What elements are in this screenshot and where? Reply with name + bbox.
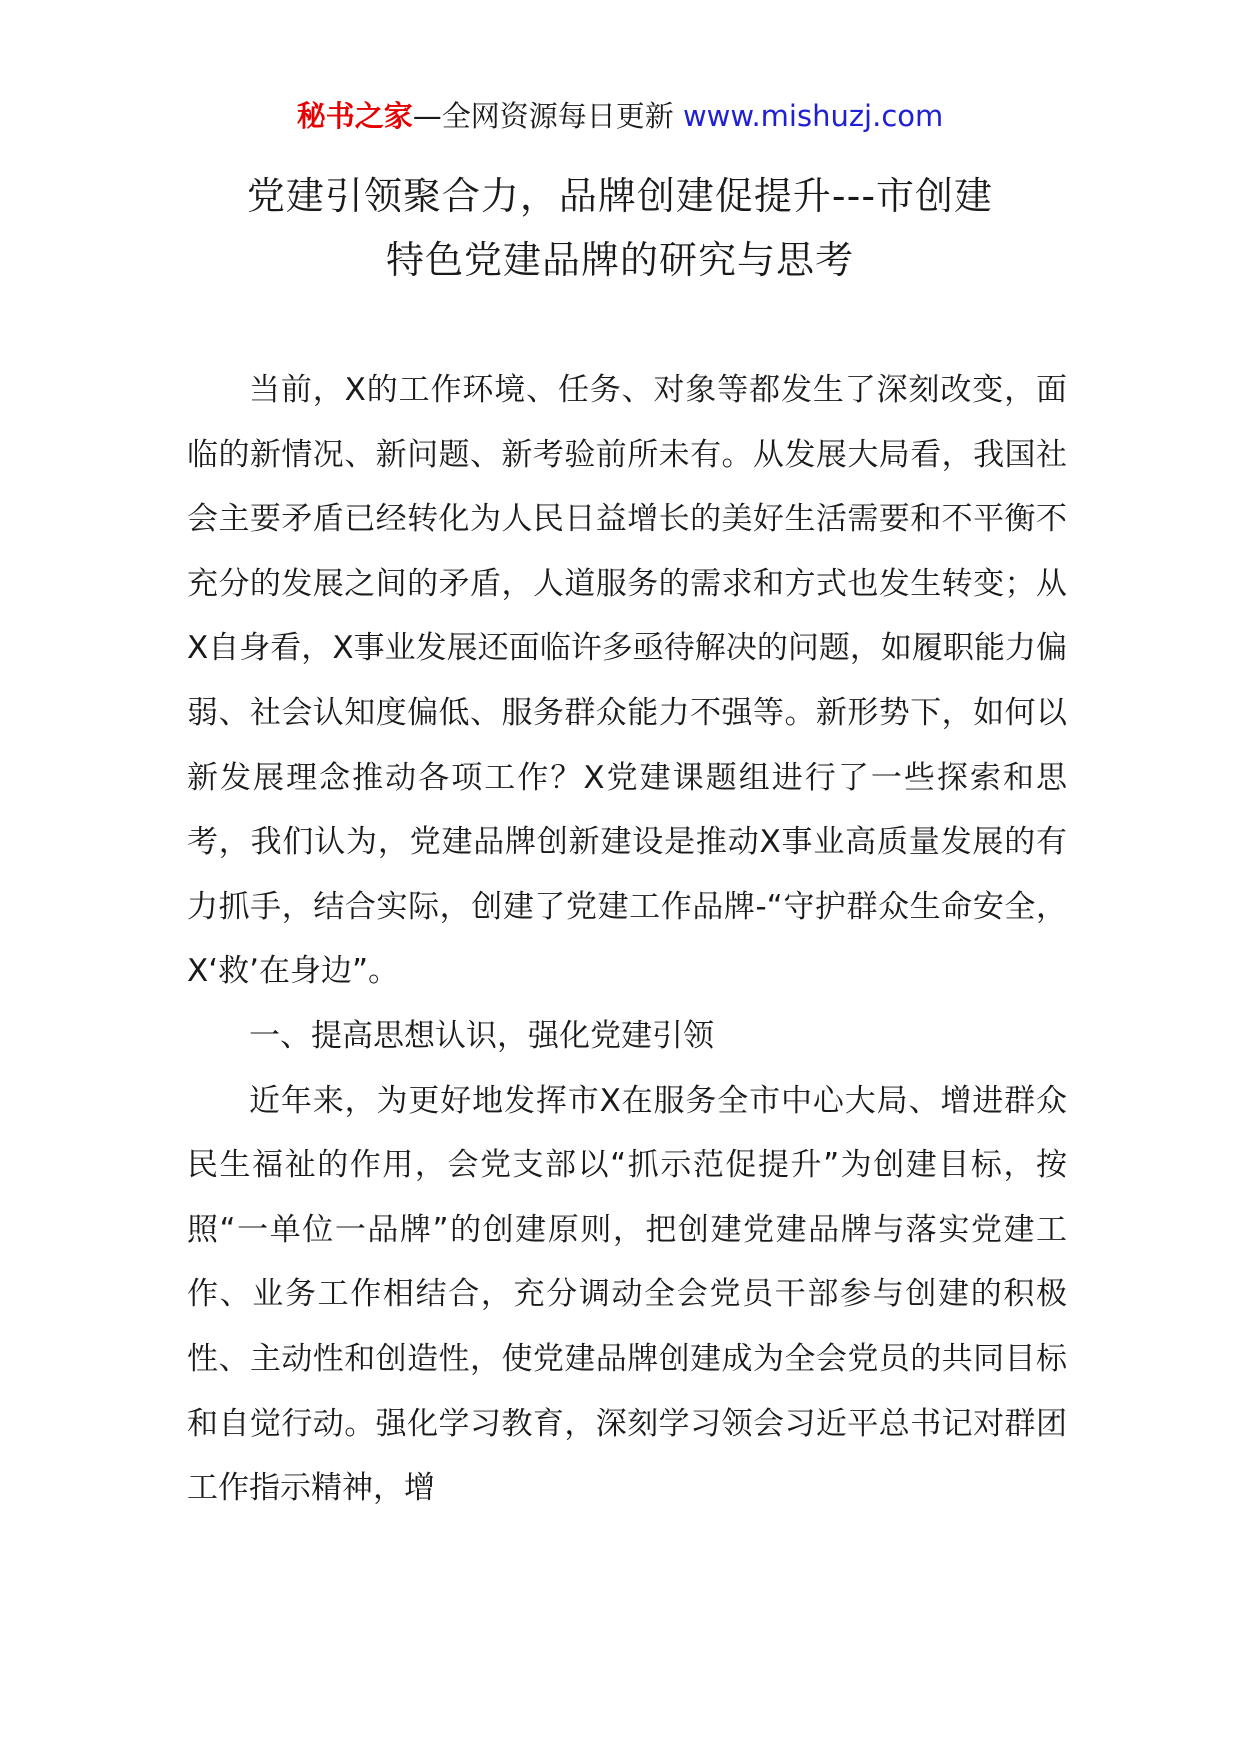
site-url-link[interactable]: www.mishuzj.com: [682, 99, 944, 133]
body-paragraph-intro: 当前，X的工作环境、任务、对象等都发生了深刻改变，面临的新情况、新问题、新考验前所未有。从发展大局看，我国社会主要矛盾已经转化为人民日益增长的美好生活需要和不平衡不充分的发展之间的矛盾，人道服务的需求和方式也发生转变；从X自身看，X事业发展还面临许多亟待解决的问题，如履职能力偏弱、社会认知度偏低、服务群众能力不强等。新形势下，如何以新发展理念推动各项工作？X党建课题组进行了一些探索和思考，我们认为，党建品牌创新建设是推动X事业高质量发展的有力抓手，结合实际，创建了党建工作品牌-“守护群众生命安全，X‘救’在身边”。: [187, 372, 1067, 990]
document-title-line-1: 党建引领聚合力，品牌创建促提升---市创建: [246, 174, 994, 218]
document-title: [150, 164, 1090, 292]
site-header: [0, 96, 1240, 136]
body-paragraph-section-1: 近年来，为更好地发挥市X在服务全市中心大局、增进群众民生福祉的作用，会党支部以“抓示范促提升”为创建目标，按照“一单位一品牌”的创建原则，把创建党建品牌与落实党建工作、业务工作相结合，充分调动全会党员干部参与创建的积极性、主动性和创造性，使党建品牌创建成为全会党员的共同目标和自觉行动。强化学习教育，深刻学习领会习近平总书记对群团工作指示精神，增: [187, 1082, 1067, 1507]
document-title-line-2: 特色党建品牌的研究与思考: [385, 238, 854, 282]
site-brand-name: 秘书之家: [296, 99, 413, 133]
site-tagline: —全网资源每日更新: [412, 99, 683, 133]
document-body: [187, 358, 1067, 1521]
section-heading-1: 一、提高思想认识，强化党建引领: [249, 1017, 714, 1054]
